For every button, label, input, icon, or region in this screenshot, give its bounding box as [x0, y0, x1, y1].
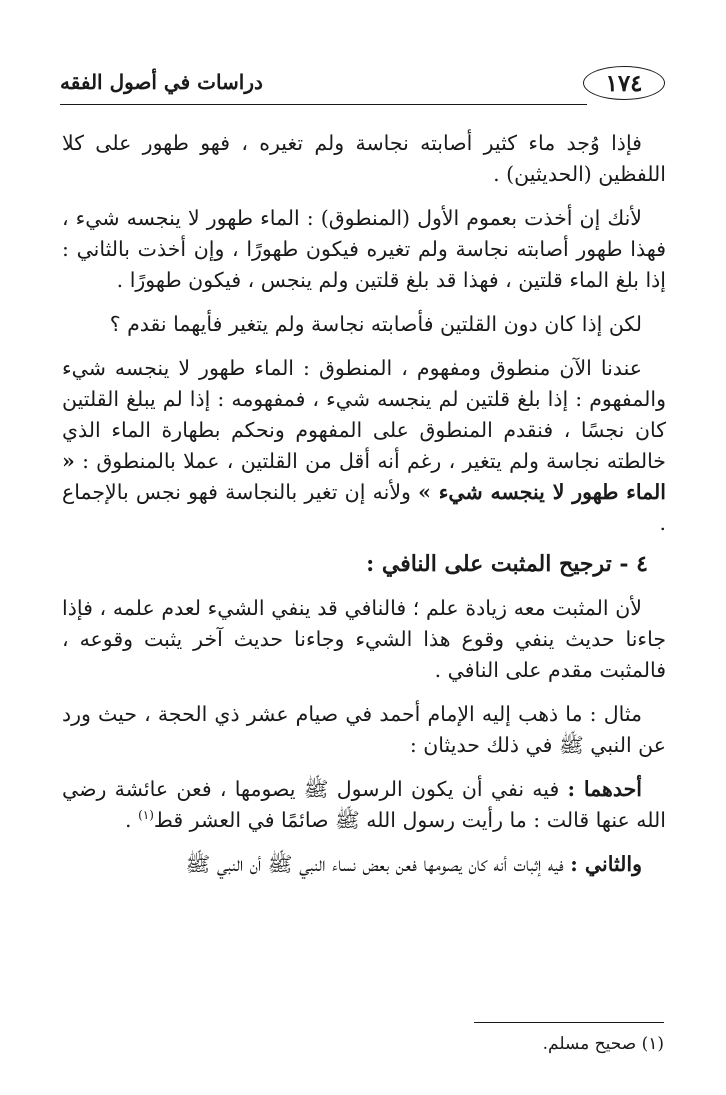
first-text: فيه نفي أن يكون الرسول ﷺ يصومها ، فعن عائشة رضي الله عنها قالت : ما رأيت رسول الله ﷺ صائمًا في العشر قط	[62, 777, 666, 832]
body-text	[62, 128, 666, 880]
footnote: (١) صحيح مسلم.	[542, 1034, 664, 1054]
paragraph-8	[62, 849, 666, 880]
first-label: أحدهما :	[567, 777, 642, 801]
hadith-quote: « الماء طهور لا ينجسه شيء »	[62, 449, 666, 504]
paragraph-5: لأن المثبت معه زيادة علم ؛ فالنافي قد ينفي الشيء لعدم علمه ، فإذا جاءنا حديث ينفي وقوع هذا الشيء وجاءنا حديث آخر يثبت وقوعه ، فالمثبت مقدم على النافي .	[62, 596, 666, 682]
header-rule	[60, 104, 587, 105]
paragraph-2: لأنك إن أخذت بعموم الأول (المنطوق) : الماء طهور لا ينجسه شيء ، فهذا طهور أصابته نجاسة ولم تغيره فيكون طهورًا ، وإن أخذت بالثاني : إذا بلغ الماء قلتين ، فهذا قد بلغ قلتين ولم ينجس ، فيكون طهورًا .	[62, 206, 666, 292]
paragraph-4-end: ولأنه إن تغير بالنجاسة فهو نجس بالإجماع .	[62, 480, 666, 535]
running-header	[60, 58, 665, 106]
page-number: ١٧٤	[583, 66, 665, 100]
paragraph-6: مثال : ما ذهب إليه الإمام أحمد في صيام عشر ذي الحجة ، حيث ورد عن النبي ﷺ في ذلك حديثان :	[62, 702, 666, 757]
paragraph-4-main: عندنا الآن منطوق ومفهوم ، المنطوق : الماء طهور لا ينجسه شيء والمفهوم : إذا بلغ قلتين لم ينجسه شيء ، فمفهومه : إذا لم يبلغ القلتين كان نجسًا ، فنقدم المنطوق على المفهوم ونحكم بطهارة الماء الذي خالطته نجاسة ولم يتغير ، رغم أنه أقل من القلتين ، عملا بالمنطوق :	[62, 356, 666, 473]
paragraph-3: لكن إذا كان دون القلتين فأصابته نجاسة ولم يتغير فأيهما نقدم ؟	[109, 312, 642, 336]
paragraph-7: أحدهما : فيه نفي أن يكون الرسول ﷺ يصومها ، فعن عائشة رضي الله عنها قالت : ما رأيت رسول الله ﷺ صائمًا في العشر قط$^{(١)}$ .	[62, 777, 666, 832]
paragraph-4	[62, 353, 666, 539]
running-title: دراسات في أصول الفقه	[60, 70, 263, 94]
paragraph-1: فإذا وُجد ماء كثير أصابته نجاسة ولم تغيره ، فهو طهور على كلا اللفظين (الحديثين) .	[62, 131, 666, 186]
footnote-rule	[474, 1022, 664, 1023]
section-heading: ٤ - ترجيح المثبت على النافي :	[366, 551, 648, 577]
footnote-ref: (١)	[138, 808, 154, 823]
second-label: والثاني :	[570, 852, 642, 876]
second-text: فيه إثبات أنه كان يصومها فعن بعض نساء النبي ﷺ أن النبي ﷺ	[185, 852, 564, 876]
